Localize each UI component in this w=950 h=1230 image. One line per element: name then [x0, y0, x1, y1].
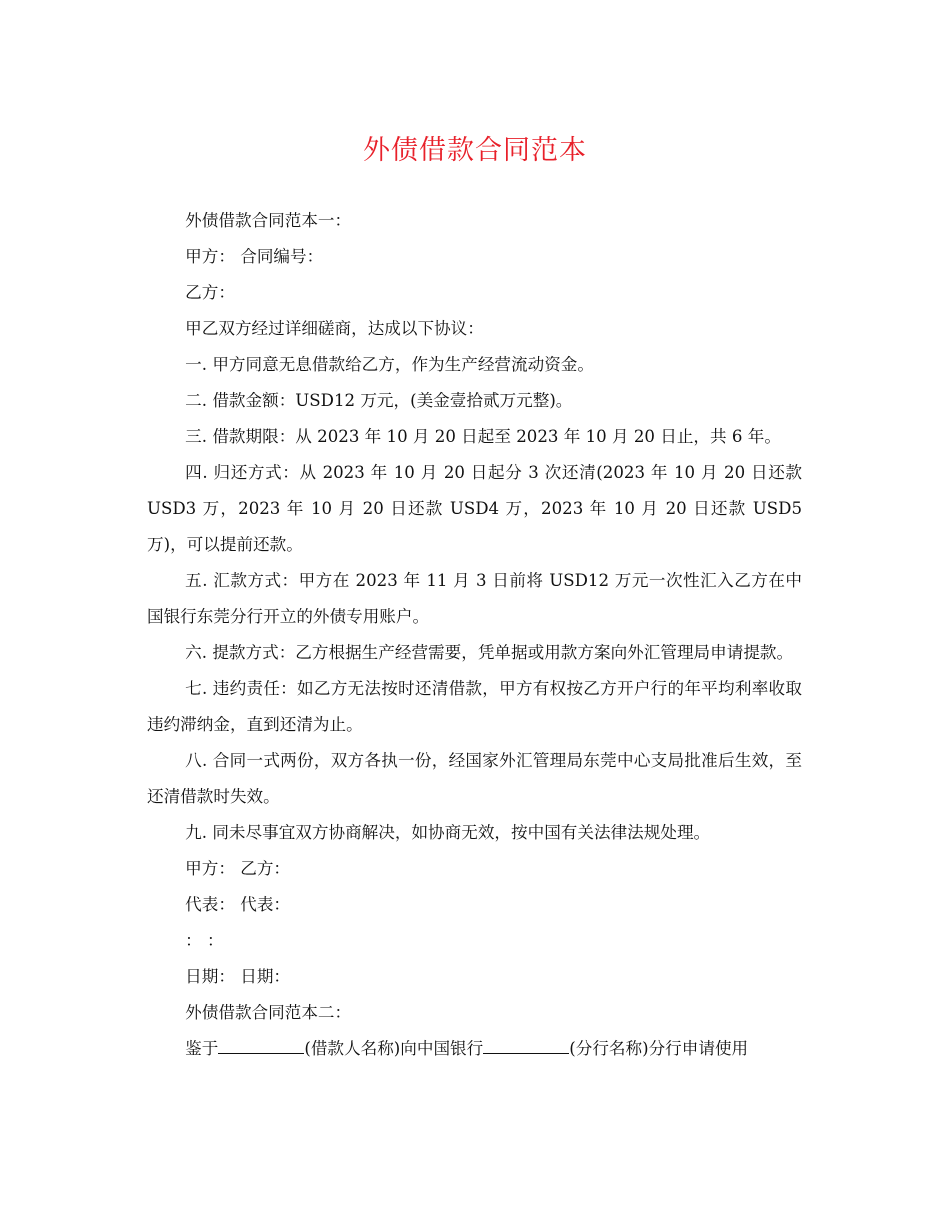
text-segment: (借款人名称)向中国银行: [304, 1039, 484, 1058]
paragraph: 四. 归还方式：从 2023 年 10 月 20 日起分 3 次还清(2023 年 10 月 20 日还款 USD3 万，2023 年 10 月 20 日还款 USD4 万，2023 年 10 月 20 日还款 USD5 万)，可以提前还款。: [147, 463, 802, 554]
paragraph: 六. 提款方式：乙方根据生产经营需要，凭单据或用款方案向外汇管理局申请提款。: [185, 643, 794, 662]
paragraph: 甲方： 合同编号：: [185, 247, 324, 266]
paragraph: 日期： 日期：: [185, 967, 291, 986]
paragraph: 代表： 代表：: [185, 895, 291, 914]
fill-blank: [483, 1037, 569, 1054]
text-segment: 鉴于: [185, 1039, 219, 1058]
document-title: 外债借款合同范本: [363, 135, 587, 166]
paragraph: 五. 汇款方式：甲方在 2023 年 11 月 3 日前将 USD12 万元一次性汇入乙方在中国银行东莞分行开立的外债专用账户。: [147, 571, 802, 626]
paragraph: ： ：: [185, 931, 224, 950]
document-body: [147, 203, 802, 1067]
paragraph: 二. 借款金额：USD12 万元，(美金壹拾贰万元整)。: [185, 391, 573, 410]
paragraph: 三. 借款期限：从 2023 年 10 月 20 日起至 2023 年 10 月 20 日止，共 6 年。: [185, 427, 781, 446]
fill-blank: [218, 1037, 304, 1054]
paragraph: 九. 同未尽事宜双方协商解决，如协商无效，按中国有关法律法规处理。: [185, 823, 711, 842]
paragraph: 甲方： 乙方：: [185, 859, 291, 878]
paragraph: 甲乙双方经过详细磋商，达成以下协议：: [185, 319, 484, 338]
text-segment: (分行名称)分行申请使用: [569, 1039, 749, 1058]
paragraph: 七. 违约责任：如乙方无法按时还清借款，甲方有权按乙方开户行的年平均利率收取违约滞纳金，直到还清为止。: [147, 679, 802, 734]
paragraph: 外债借款合同范本一：: [185, 211, 352, 230]
paragraph: 外债借款合同范本二：: [185, 1003, 352, 1022]
paragraph: 乙方：: [185, 283, 235, 302]
paragraph: 一. 甲方同意无息借款给乙方，作为生产经营流动资金。: [185, 355, 594, 374]
paragraph: 八. 合同一式两份，双方各执一份，经国家外汇管理局东莞中心支局批准后生效，至还清借款时失效。: [147, 751, 802, 806]
paragraph-last: [147, 1031, 802, 1067]
